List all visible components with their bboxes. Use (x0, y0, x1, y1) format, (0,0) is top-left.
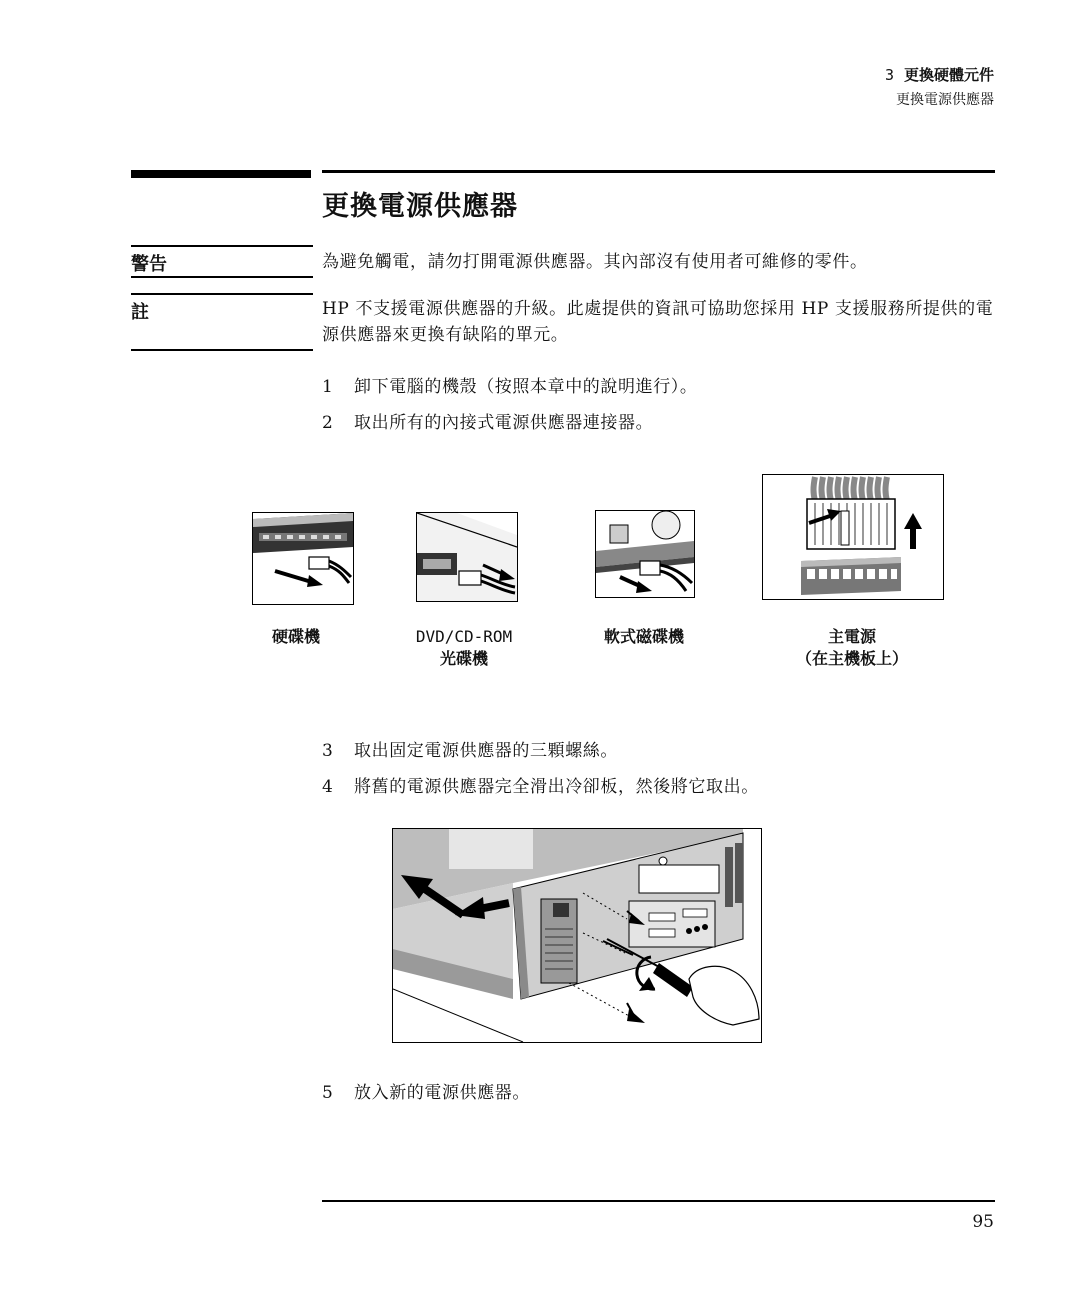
warning-label: 警告 (131, 254, 167, 275)
dvd-cdrom-drawing (417, 513, 517, 601)
chapter-number: 3 (884, 66, 894, 84)
page-title: 更換電源供應器 (322, 191, 518, 222)
footer-rule (322, 1200, 995, 1202)
caption-line: 軟式磁碟機 (603, 627, 684, 646)
power-supply-removal-illustration (392, 828, 762, 1043)
step-text: 卸下電腦的機殼（按照本章中的說明進行）。 (354, 377, 698, 397)
hard-drive-connector-illustration (252, 512, 354, 605)
caption-line: DVD/CD-ROM (415, 627, 513, 646)
step-5 (322, 1078, 530, 1103)
step-number: 4 (322, 777, 334, 797)
dvd-cdrom-connector-illustration (416, 512, 518, 602)
floppy-drive-drawing (596, 511, 694, 597)
step-text: 取出固定電源供應器的三顆螺絲。 (354, 741, 618, 761)
step-4 (322, 772, 759, 797)
step-number: 1 (322, 377, 334, 397)
caption-line: 主電源 (827, 627, 876, 646)
main-power-drawing (763, 475, 943, 599)
title-left-bar (131, 170, 311, 178)
step-number: 3 (322, 741, 334, 761)
step-text: 放入新的電源供應器。 (354, 1083, 530, 1103)
running-header-chapter (885, 64, 994, 85)
page-number: 95 (972, 1212, 994, 1232)
caption-hard-drive (246, 626, 346, 648)
step-3 (322, 736, 618, 761)
caption-floppy-drive (584, 626, 704, 648)
chapter-title: 更換硬體元件 (903, 66, 994, 84)
step-number: 2 (322, 413, 334, 433)
caption-line: 光碟機 (439, 649, 488, 668)
warning-top-rule (131, 245, 313, 247)
note-label: 註 (131, 302, 149, 323)
floppy-drive-connector-illustration (595, 510, 695, 598)
step-number: 5 (322, 1083, 334, 1103)
step-text: 取出所有的內接式電源供應器連接器。 (354, 413, 654, 433)
warning-text: 為避免觸電，請勿打開電源供應器。其內部沒有使用者可維修的零件。 (322, 252, 868, 272)
caption-line: 硬碟機 (271, 627, 320, 646)
running-header-section: 更換電源供應器 (896, 92, 994, 108)
step-text: 將舊的電源供應器完全滑出冷卻板，然後將它取出。 (354, 777, 759, 797)
caption-main-power (782, 626, 922, 670)
hard-drive-drawing (253, 513, 353, 604)
note-text: HP 不支援電源供應器的升級。此處提供的資訊可協助您採用 HP 支援服務所提供的電源供應器來更換有缺陷的單元。 (322, 299, 994, 345)
caption-dvd-cdrom (404, 626, 524, 670)
main-power-connector-illustration (762, 474, 944, 600)
caption-line: （在主機板上） (795, 649, 908, 668)
warning-bottom-rule (131, 276, 313, 278)
note-top-rule (131, 293, 313, 295)
title-rule (322, 170, 995, 173)
note-bottom-rule (131, 349, 313, 351)
power-supply-removal-drawing (393, 829, 761, 1042)
step-2 (322, 408, 653, 433)
step-1 (322, 372, 698, 397)
